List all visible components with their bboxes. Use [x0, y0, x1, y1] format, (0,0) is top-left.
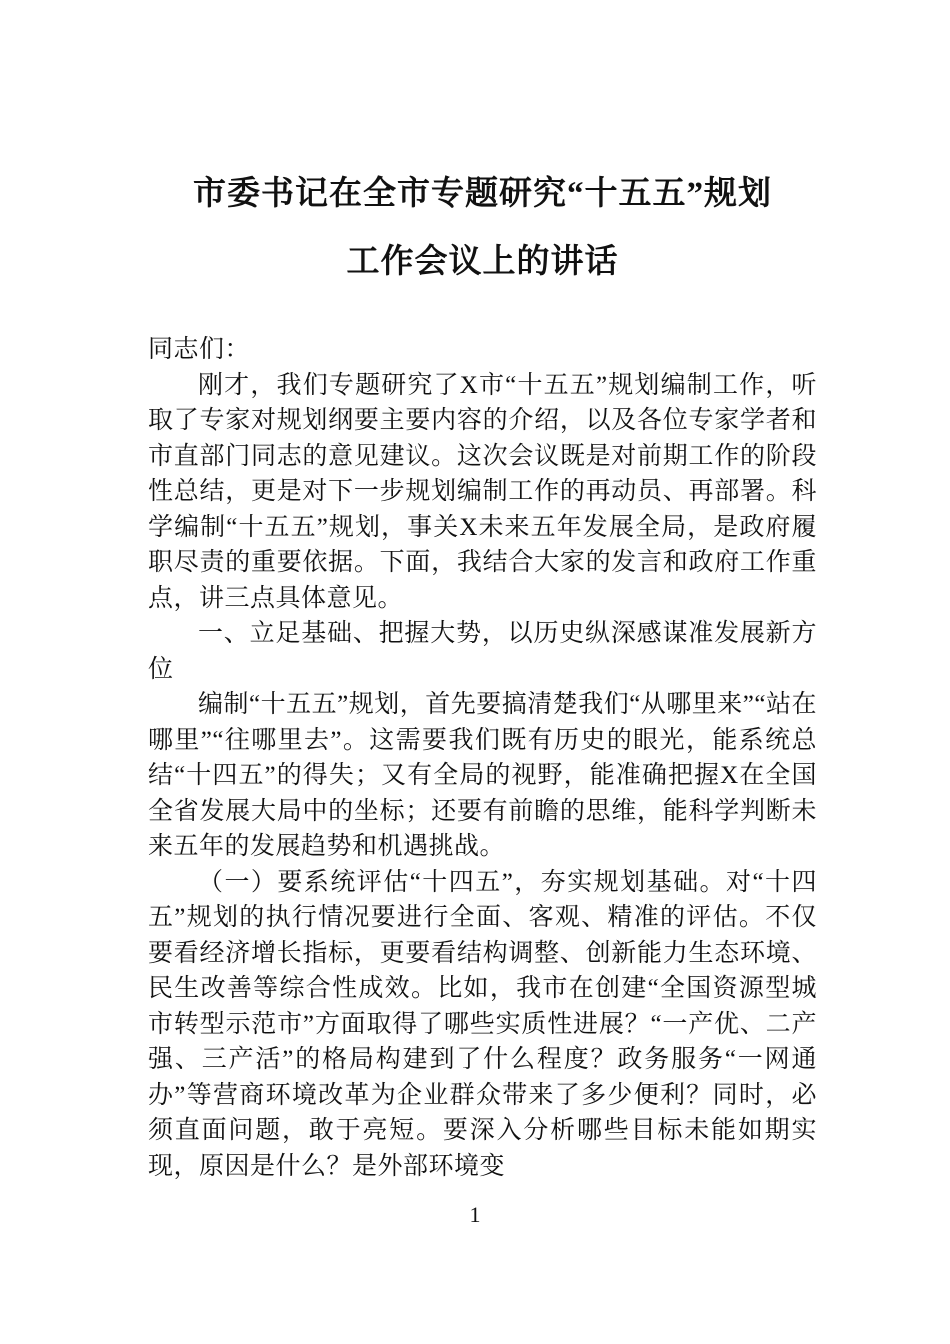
- title-line-2: 工作会议上的讲话: [346, 244, 619, 280]
- document-body: [148, 332, 817, 1184]
- paragraph: 刚才，我们专题研究了X市“十五五”规划编制工作，听取了专家对规划纲要主要内容的介绍，以及各位专家学者和市直部门同志的意见建议。这次会议既是对前期工作的阶段性总结，更是对下一步规划编制工作的再动员、再部署。科学编制“十五五”规划，事关X未来五年发展全局，是政府履职尽责的重要依据。下面，我结合大家的发言和政府工作重点，讲三点具体意见。: [148, 371, 817, 612]
- paragraph: 编制“十五五”规划，首先要搞清楚我们“从哪里来”“站在哪里”“往哪里去”。这需要我们既有历史的眼光，能系统总结“十四五”的得失；又有全局的视野，能准确把握X在全国全省发展大局中的坐标；还要有前瞻的思维，能科学判断未来五年的发展趋势和机遇挑战。: [148, 691, 817, 860]
- paragraph: 一、立足基础、把握大势，以历史纵深感谋准发展新方位: [148, 620, 817, 683]
- page-number: 1: [469, 1202, 481, 1227]
- title-line-1: 市委书记在全市专题研究“十五五”规划: [193, 176, 772, 212]
- paragraph: （一）要系统评估“十四五”，夯实规划基础。对“十四五”规划的执行情况要进行全面、客观、精准的评估。不仅要看经济增长指标，更要看结构调整、创新能力生态环境、民生改善等综合性成效。比如，我市在创建“全国资源型城市转型示范市”方面取得了哪些实质性进展？“一产优、二产强、三产活”的格局构建到了什么程度？政务服务“一网通办”等营商环境改革为企业群众带来了多少便利？同时，必须直面问题，敢于亮短。要深入分析哪些目标未能如期实现，原因是什么？是外部环境变: [148, 868, 817, 1180]
- document-title: [148, 160, 817, 296]
- paragraph: 同志们：: [148, 336, 251, 363]
